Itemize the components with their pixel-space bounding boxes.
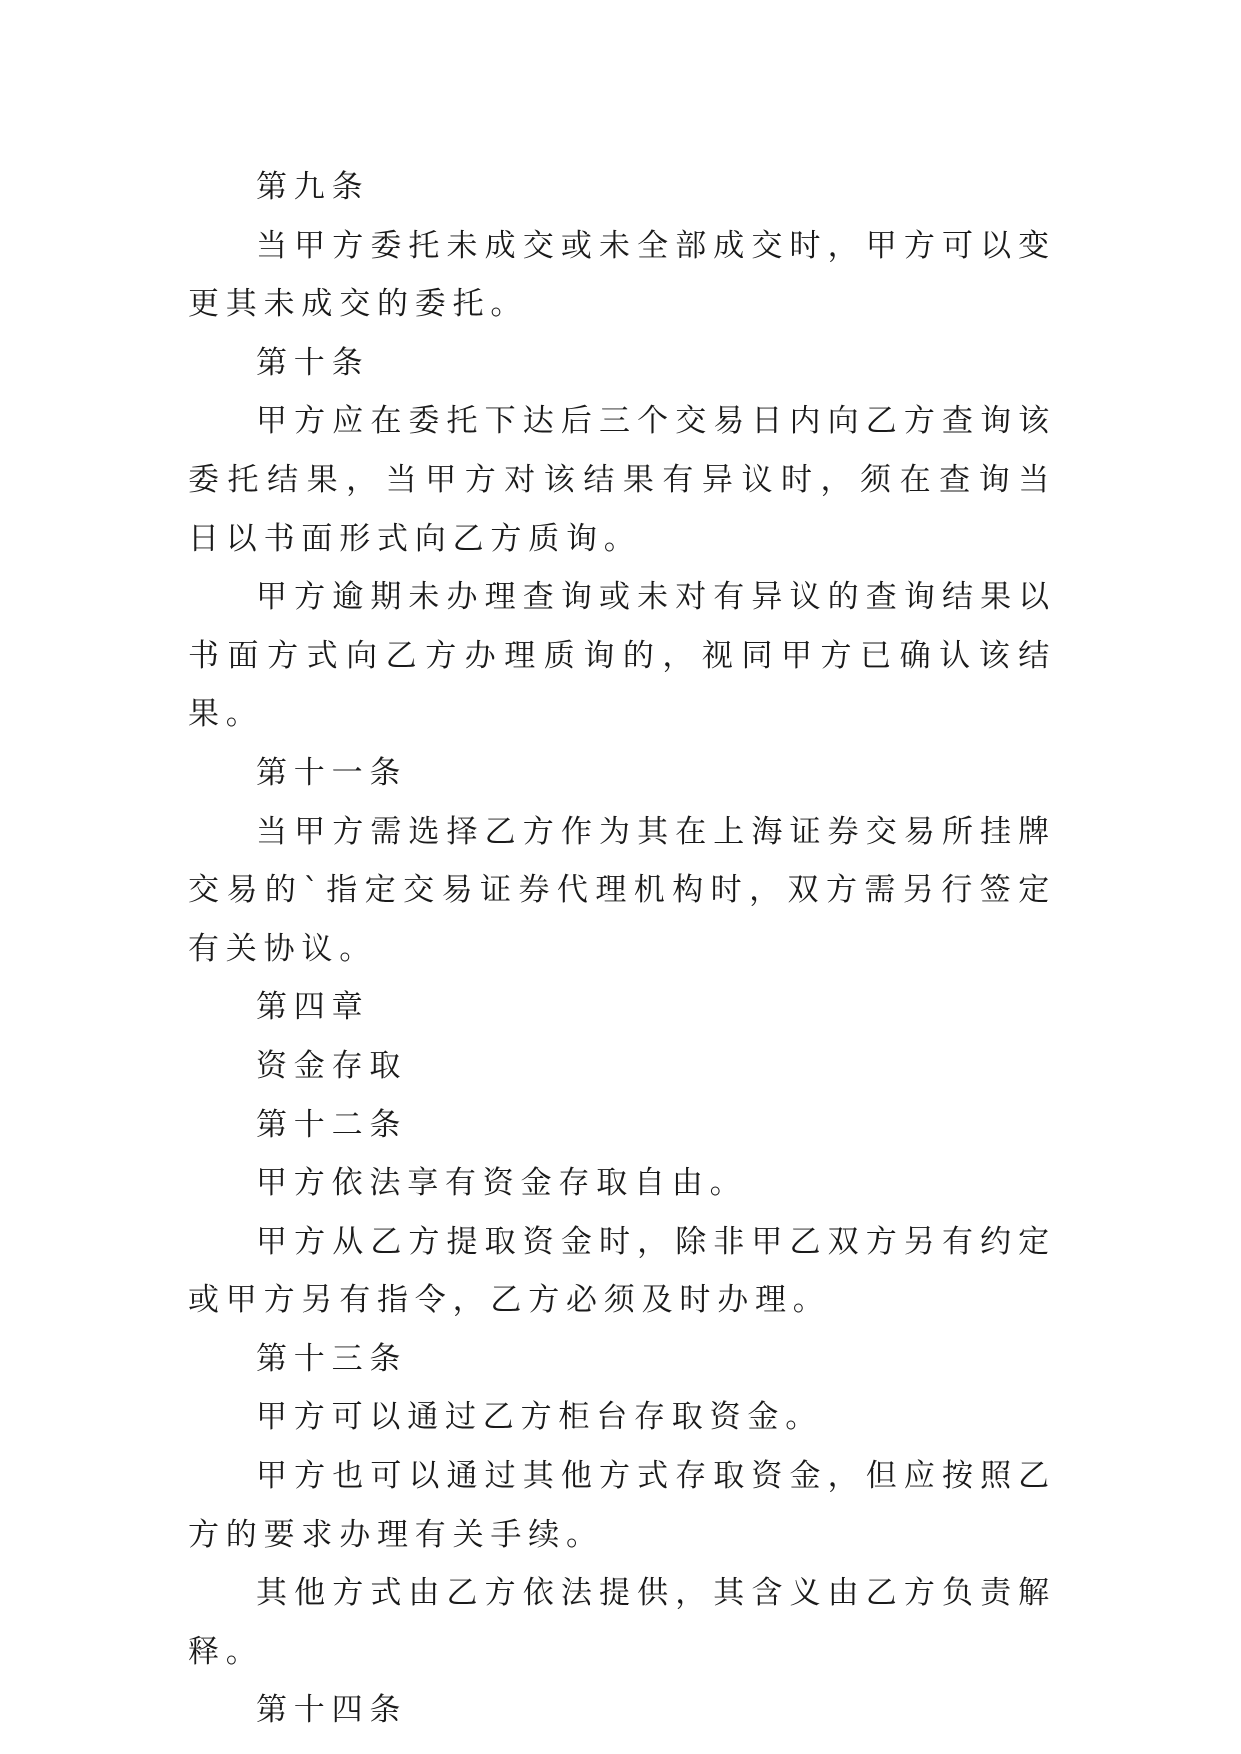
- document-body: [188, 158, 1056, 1740]
- article-heading-11: 第十一条: [256, 754, 408, 791]
- chapter-heading-4: 第四章: [256, 989, 370, 1026]
- paragraph: 当甲方委托未成交或未全部成交时，甲方可以变更其未成交的委托。: [188, 227, 1056, 323]
- article-heading-9: 第九条: [256, 169, 370, 205]
- article-heading-10: 第十条: [256, 344, 370, 381]
- paragraph: 甲方依法享有资金存取自由。: [256, 1165, 748, 1202]
- paragraph: 甲方从乙方提取资金时，除非甲乙双方另有约定或甲方另有指令，乙方必须及时办理。: [188, 1223, 1056, 1319]
- article-heading-13: 第十三条: [256, 1340, 408, 1377]
- paragraph: 甲方也可以通过其他方式存取资金，但应按照乙方的要求办理有关手续。: [188, 1458, 1056, 1553]
- paragraph: 当甲方需选择乙方作为其在上海证券交易所挂牌交易的`指定交易证券代理机构时，双方需另行签定有关协议。: [188, 813, 1056, 967]
- paragraph: 其他方式由乙方依法提供，其含义由乙方负责解释。: [188, 1575, 1056, 1670]
- article-heading-12: 第十二条: [256, 1106, 408, 1143]
- paragraph: 甲方可以通过乙方柜台存取资金。: [256, 1399, 823, 1436]
- paragraph: 甲方逾期未办理查询或未对有异议的查询结果以书面方式向乙方办理质询的，视同甲方已确认该结果。: [188, 579, 1056, 733]
- paragraph: 甲方应在委托下达后三个交易日内向乙方查询该委托结果，当甲方对该结果有异议时，须在查询当日以书面形式向乙方质询。: [188, 403, 1056, 557]
- article-heading-14: 第十四条: [256, 1692, 408, 1729]
- chapter-title: 资金存取: [256, 1047, 408, 1084]
